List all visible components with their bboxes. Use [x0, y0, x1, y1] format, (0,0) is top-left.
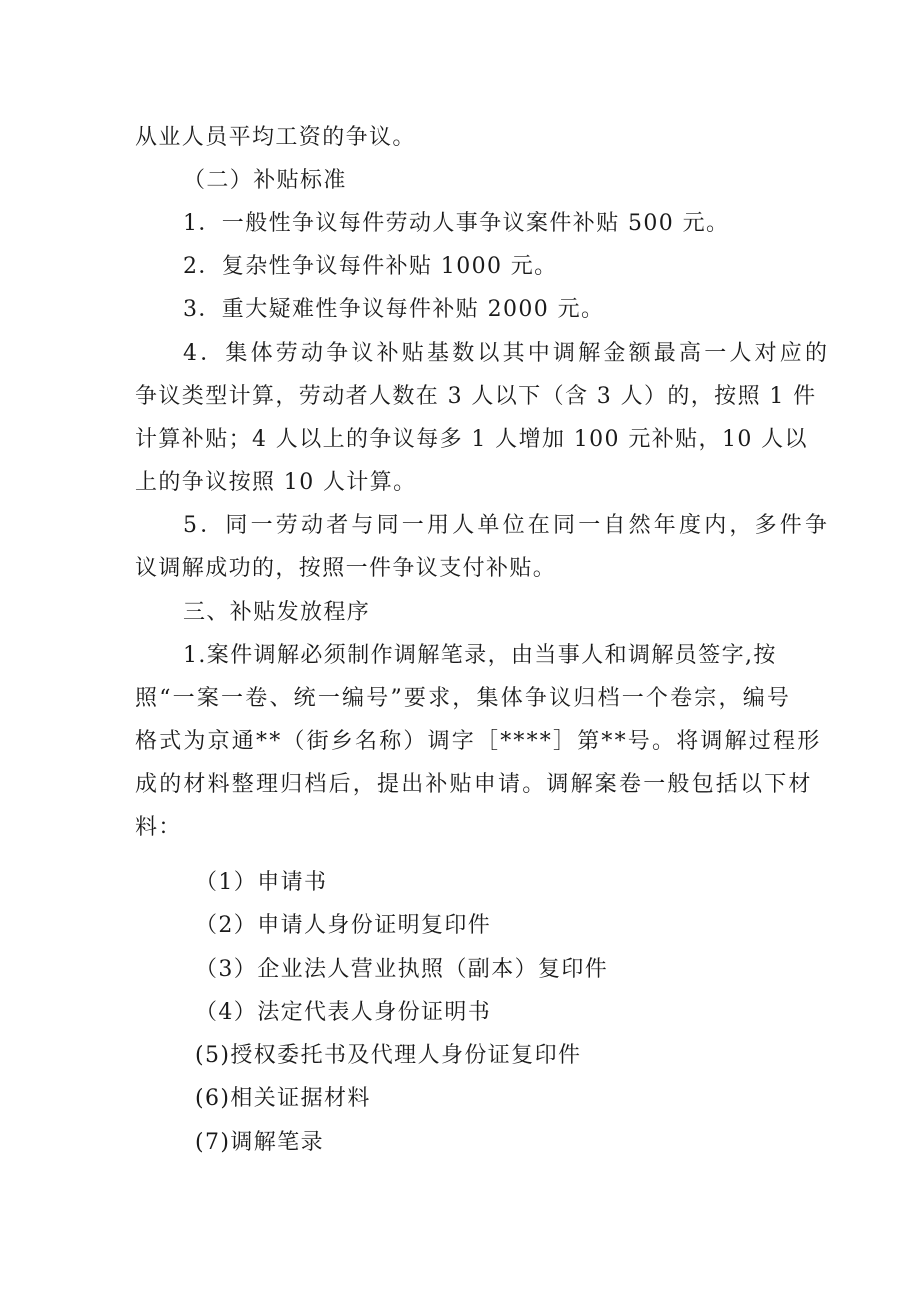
body-line: 料： — [135, 815, 182, 840]
list-item: 4．集体劳动争议补贴基数以其中调解金额最高一人对应的 — [183, 341, 831, 366]
materials-item: （4）法定代表人身份证明书 — [195, 1000, 492, 1025]
body-line: 格式为京通**（街乡名称）调字［****］第**号。将调解过程形 — [135, 729, 822, 754]
body-line: 从业人员平均工资的争议。 — [135, 125, 416, 150]
materials-item: （3）企业法人营业执照（副本）复印件 — [195, 957, 609, 982]
materials-item: (7)调解笔录 — [195, 1130, 324, 1155]
materials-item: (6)相关证据材料 — [195, 1086, 371, 1111]
list-item: 2．复杂性争议每件补贴 1000 元。 — [183, 254, 558, 279]
body-line: 议调解成功的，按照一件争议支付补贴。 — [135, 556, 557, 581]
list-item: 1.案件调解必须制作调解笔录，由当事人和调解员签字,按 — [183, 643, 777, 668]
section-heading: 三、补贴发放程序 — [183, 600, 371, 625]
list-item: 5．同一劳动者与同一用人单位在同一自然年度内，多件争 — [183, 513, 831, 538]
subsection-heading: （二）补贴标准 — [183, 168, 347, 193]
list-item: 3．重大疑难性争议每件补贴 2000 元。 — [183, 297, 605, 322]
materials-item: (5)授权委托书及代理人身份证复印件 — [195, 1043, 582, 1068]
body-line: 计算补贴；4 人以上的争议每多 1 人增加 100 元补贴，10 人以 — [135, 427, 808, 452]
body-line: 争议类型计算，劳动者人数在 3 人以下（含 3 人）的，按照 1 件 — [135, 384, 817, 409]
list-item: 1．一般性争议每件劳动人事争议案件补贴 500 元。 — [183, 211, 730, 236]
body-line: 成的材料整理归档后，提出补贴申请。调解案卷一般包括以下材 — [135, 772, 813, 797]
materials-item: （2）申请人身份证明复印件 — [195, 913, 492, 938]
materials-item: （1）申请书 — [195, 870, 328, 895]
body-line: 照“一案一卷、统一编号”要求，集体争议归档一个卷宗，编号 — [135, 686, 792, 711]
body-line: 上的争议按照 10 人计算。 — [135, 470, 417, 495]
